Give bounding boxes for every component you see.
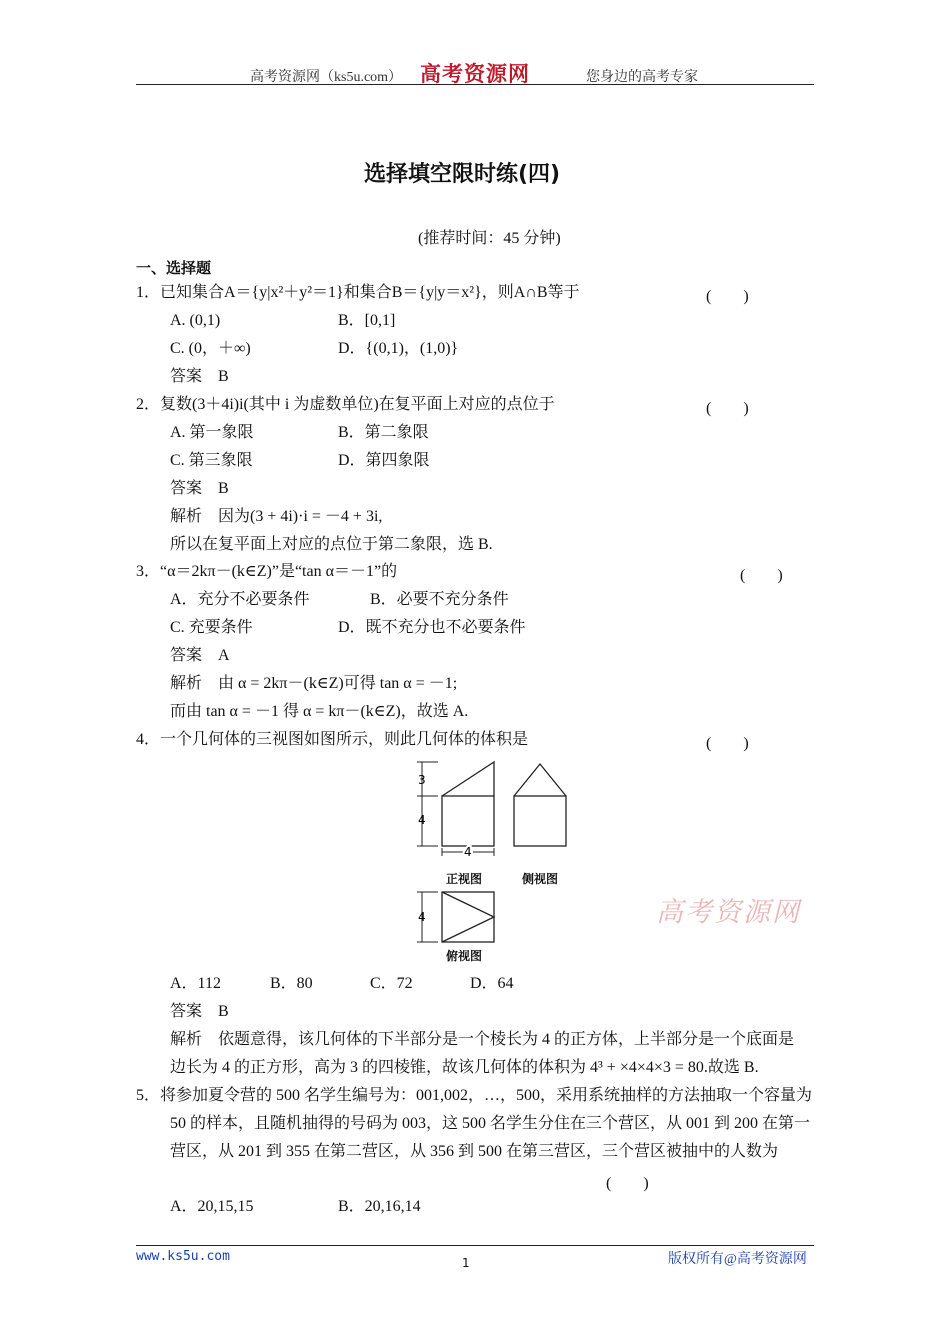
dim-label-3: 3 (418, 773, 426, 787)
page-number: 1 (462, 1256, 470, 1270)
q2-option-b: B．第二象限 (338, 424, 429, 441)
top-view (442, 892, 494, 942)
footer-copyright: 版权所有@高考资源网 (668, 1252, 807, 1267)
q2-option-a: A. 第一象限 (170, 424, 254, 441)
q1-option-c: C. (0，＋∞) (170, 340, 251, 357)
q2-analysis-line2: 所以在复平面上对应的点位于第二象限，选 B. (170, 536, 493, 553)
top-view-label: 俯视图 (446, 949, 483, 963)
three-view-figure (408, 756, 578, 968)
header-rule (136, 84, 814, 85)
q2-option-d: D．第四象限 (338, 452, 430, 469)
section-heading: 一、选择题 (136, 259, 212, 277)
q1-option-d: D．{(0,1)，(1,0)} (338, 340, 459, 357)
q3-stem: 3．“α＝2kπ－(k∈Z)”是“tan α＝－1”的 (136, 563, 398, 580)
q4-answer-blank: ( ) (706, 735, 749, 752)
dim-label-4-bottom: 4 (464, 845, 472, 859)
footer-rule (136, 1245, 814, 1246)
q5-answer-blank: ( ) (606, 1175, 649, 1192)
q5-stem-line2: 50 的样本，且随机抽得的号码为 003，这 500 名学生分住在三个营区，从 001 到 200 在第一 (170, 1115, 811, 1132)
q4-option-c: C．72 (370, 975, 413, 992)
q4-analysis-line2: 边长为 4 的正方形，高为 3 的四棱锥，故该几何体的体积为 4³ + ×4×4×3 = 80.故选 B. (170, 1059, 759, 1076)
q3-option-c: C. 充要条件 (170, 619, 253, 636)
dim-label-4-left: 4 (418, 813, 426, 827)
q1-answer-blank: ( ) (706, 288, 749, 305)
q3-option-a: A．充分不必要条件 (170, 591, 310, 608)
q3-answer-blank: ( ) (740, 567, 783, 584)
header-logo: 高考资源网 (420, 61, 530, 86)
q4-stem: 4．一个几何体的三视图如图所示，则此几何体的体积是 (136, 731, 529, 748)
q1-stem: 1．已知集合A＝{y|x²＋y²＝1}和集合B＝{y|y＝x²}，则A∩B等于 (136, 284, 580, 301)
q4-answer: 答案 B (170, 1003, 229, 1020)
footer-site-link[interactable]: www.ks5u.com (136, 1249, 230, 1264)
q1-option-a: A. (0,1) (170, 312, 221, 329)
side-view-label: 侧视图 (522, 872, 559, 886)
q2-answer-blank: ( ) (706, 400, 749, 417)
q3-analysis-line2: 而由 tan α = －1 得 α = kπ－(k∈Z)，故选 A. (170, 703, 469, 720)
q5-stem-line3: 营区，从 201 到 355 在第二营区，从 356 到 500 在第三营区，三个营区被抽中的人数为 (170, 1143, 779, 1160)
q3-answer: 答案 A (170, 647, 230, 664)
header-right-text: 您身边的高考专家 (586, 70, 698, 85)
page-title: 选择填空限时练(四) (364, 162, 561, 187)
q2-stem: 2．复数(3＋4i)i(其中 i 为虚数单位)在复平面上对应的点位于 (136, 396, 555, 413)
q5-option-b: B．20,16,14 (338, 1198, 421, 1215)
q5-option-a: A．20,15,15 (170, 1198, 254, 1215)
q4-option-d: D．64 (470, 975, 514, 992)
watermark-text: 高考资源网 (656, 897, 801, 928)
side-view (514, 764, 566, 846)
q4-option-b: B．80 (270, 975, 313, 992)
front-view-dimensions (417, 762, 494, 856)
q4-analysis-line1: 解析 依题意得，该几何体的下半部分是一个棱长为 4 的正方体，上半部分是一个底面是 (170, 1031, 795, 1048)
q4-option-a: A．112 (170, 975, 221, 992)
q3-analysis-line1: 解析 由 α = 2kπ－(k∈Z)可得 tan α = －1; (170, 675, 458, 692)
front-view-label: 正视图 (446, 872, 483, 886)
q2-option-c: C. 第三象限 (170, 452, 253, 469)
q1-answer: 答案 B (170, 368, 229, 385)
q2-analysis-line1: 解析 因为(3 + 4i)·i = －4 + 3i, (170, 508, 383, 525)
q3-option-b: B．必要不充分条件 (370, 591, 509, 608)
q5-stem-line1: 5．将参加夏令营的 500 名学生编号为：001,002，…，500，采用系统抽样的方法抽取一个容量为 (136, 1087, 813, 1104)
front-view (442, 762, 494, 846)
time-note: (推荐时间：45 分钟) (418, 230, 561, 247)
q1-option-b: B．[0,1] (338, 312, 396, 329)
header-left-text: 高考资源网（ks5u.com） (250, 70, 403, 85)
dim-label-4-top-view: 4 (418, 910, 426, 924)
q3-option-d: D．既不充分也不必要条件 (338, 619, 526, 636)
q2-answer: 答案 B (170, 480, 229, 497)
